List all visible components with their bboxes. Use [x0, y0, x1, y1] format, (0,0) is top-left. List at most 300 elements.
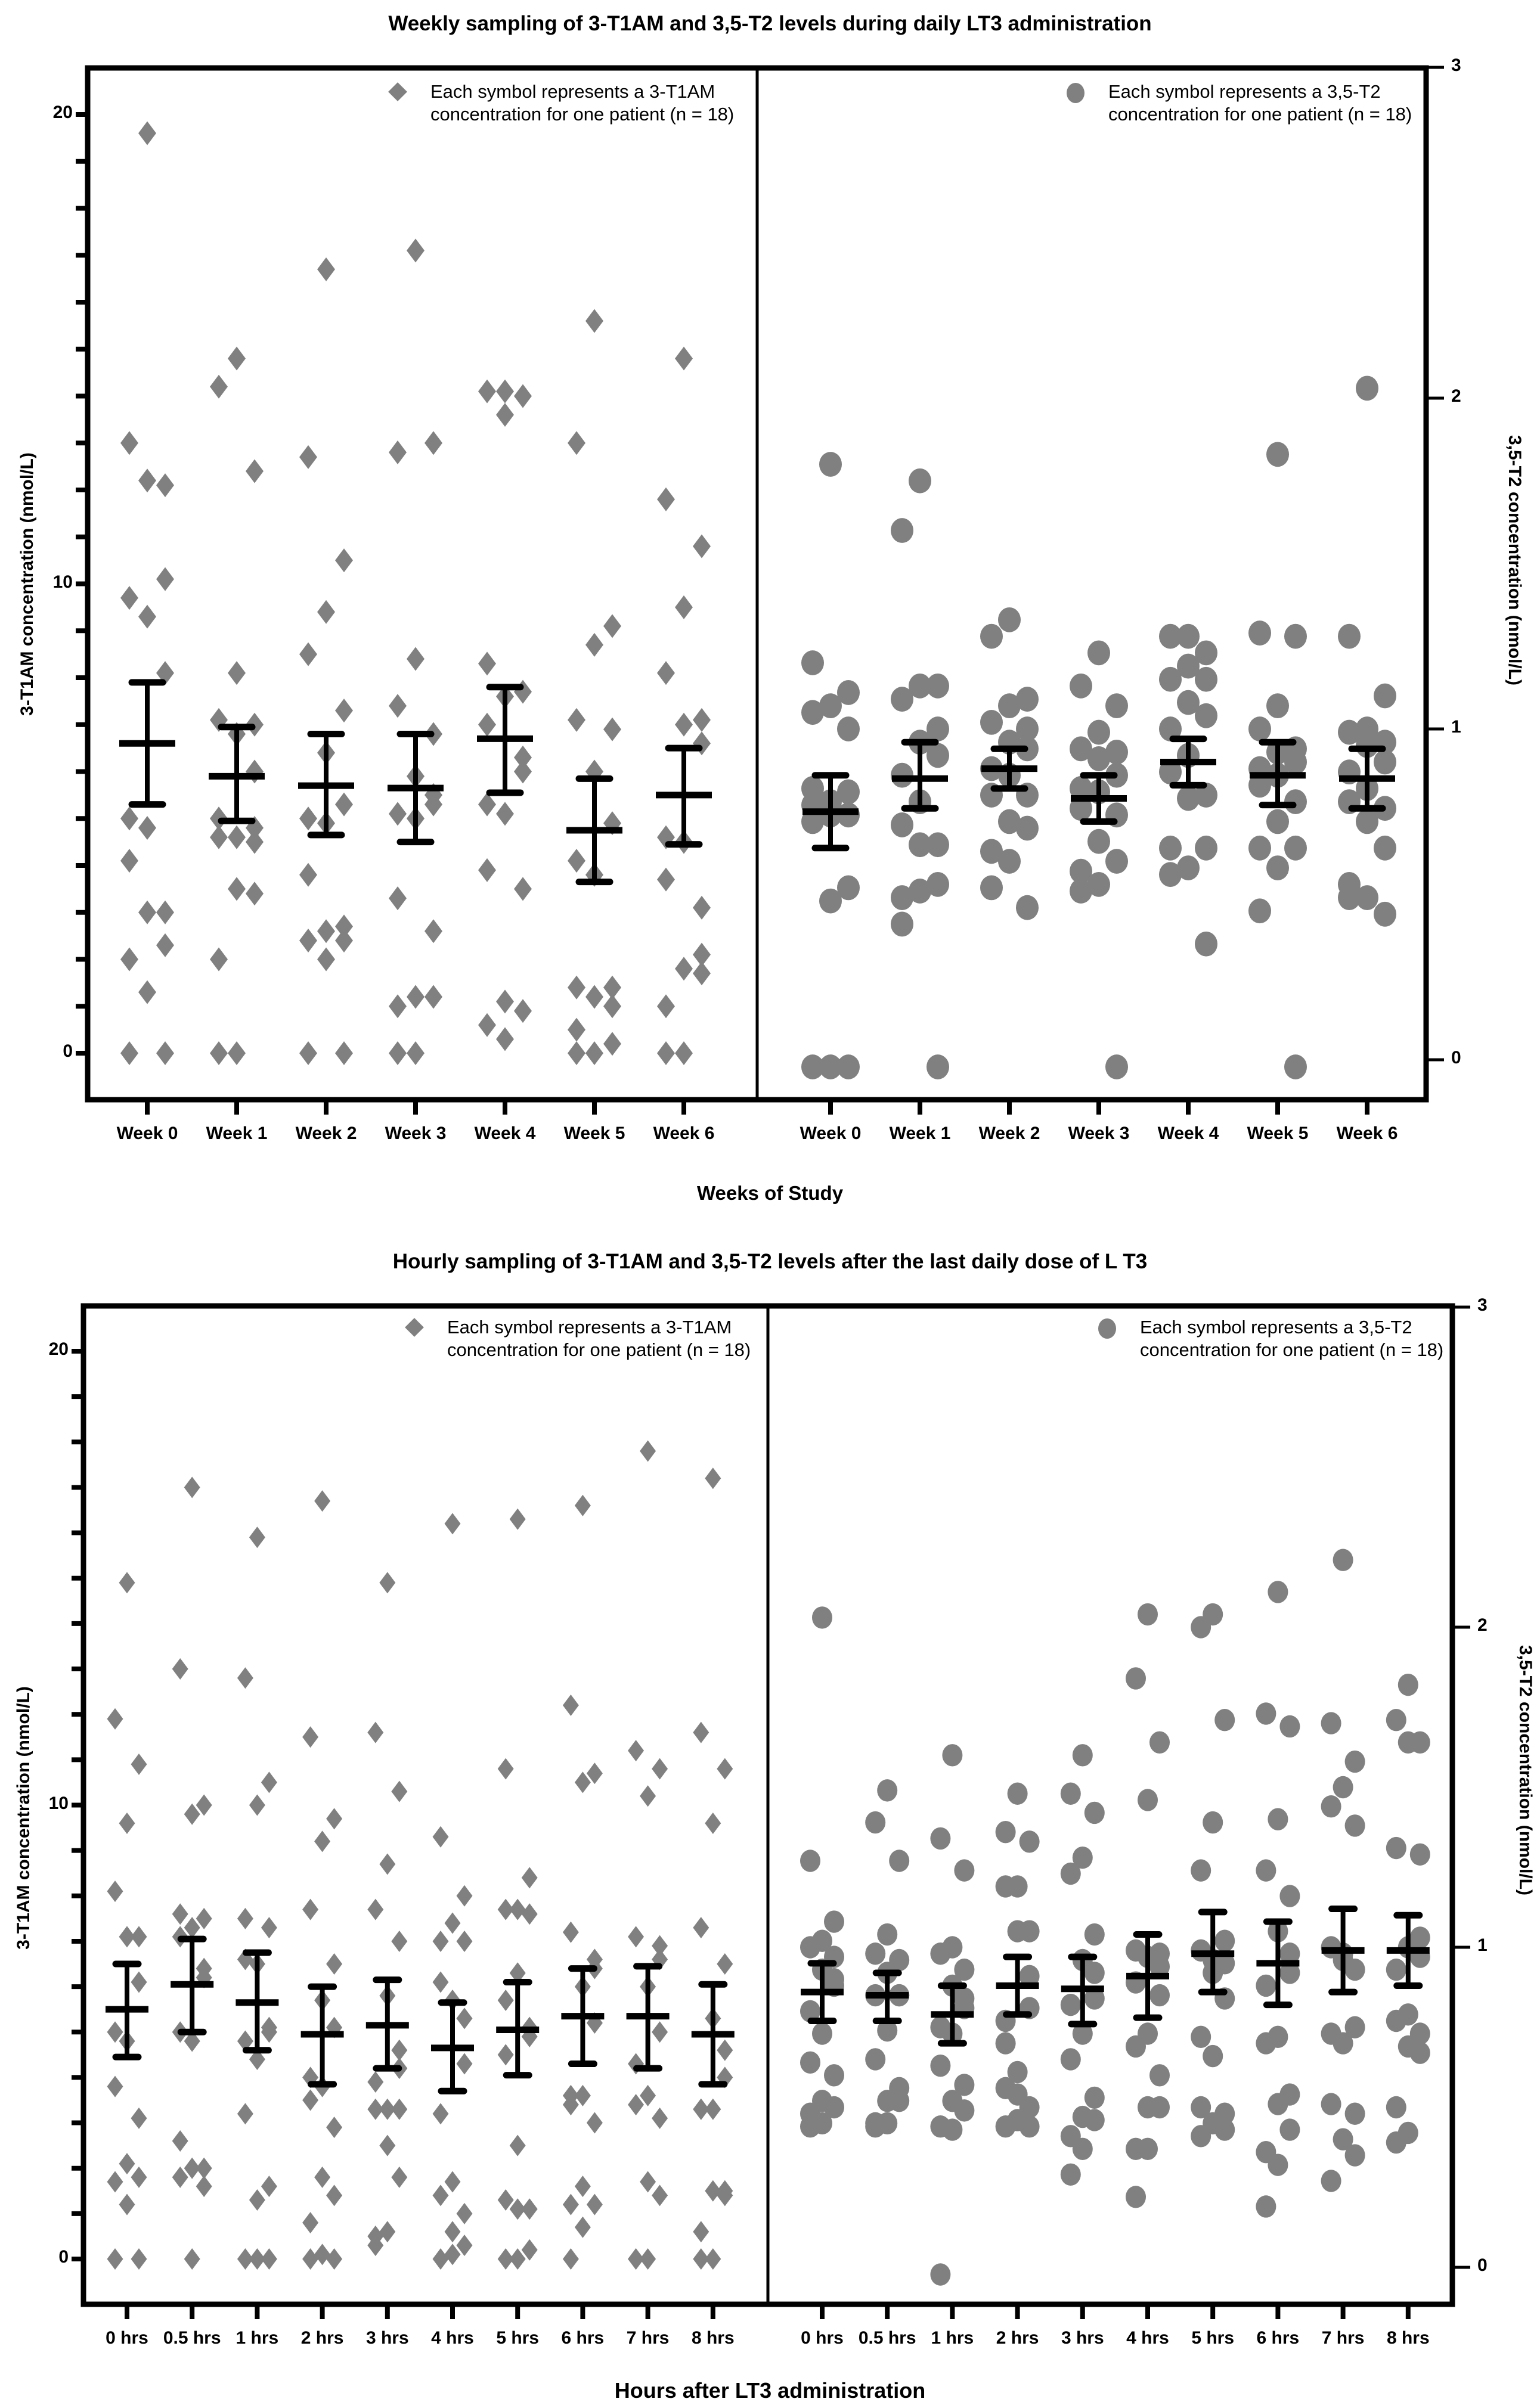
mean-error-bar — [1322, 1909, 1365, 1993]
circle-marker — [1398, 1674, 1418, 1696]
circle-marker — [1126, 1971, 1146, 1993]
x-tick-label-left: 5 hrs — [496, 2328, 540, 2348]
circle-marker — [1268, 2026, 1288, 2048]
diamond-marker — [367, 2226, 383, 2247]
circle-marker — [1374, 750, 1396, 775]
diamond-marker — [717, 2066, 733, 2088]
circle-marker — [800, 2115, 820, 2137]
circle-marker — [824, 1968, 844, 1990]
diamond-marker — [498, 1990, 514, 2011]
diamond-marker — [314, 1490, 330, 1512]
circle-marker — [1268, 1920, 1288, 1942]
mean-error-bar — [627, 1966, 670, 2068]
diamond-marker — [184, 1476, 200, 1498]
x-tick-label-left: 1 hrs — [236, 2328, 279, 2348]
circle-marker — [1020, 2096, 1040, 2118]
diamond-marker — [317, 600, 335, 624]
circle-marker — [1105, 693, 1128, 718]
left-y-tick-label: 10 — [52, 572, 73, 592]
circle-marker — [1203, 1603, 1223, 1625]
circle-marker — [1386, 2096, 1406, 2118]
diamond-marker — [705, 1813, 721, 1834]
mean-error-bar — [996, 1957, 1039, 2015]
circle-marker — [1374, 684, 1396, 709]
diamond-marker — [693, 2221, 709, 2242]
circle-marker — [1138, 2022, 1158, 2044]
circle-marker — [824, 1910, 844, 1932]
diamond-marker — [628, 1740, 644, 1761]
diamond-marker — [302, 2066, 318, 2088]
diamond-marker — [237, 2103, 253, 2124]
diamond-marker — [522, 2198, 538, 2220]
diamond-marker — [657, 868, 675, 892]
diamond-marker — [522, 2239, 538, 2261]
diamond-marker — [496, 380, 514, 404]
diamond-marker — [693, 1917, 709, 1938]
legend-line-2: concentration for one patient (n = 18) — [447, 1339, 751, 1360]
x-tick-label-left: 7 hrs — [626, 2328, 670, 2348]
circle-marker — [1195, 932, 1217, 957]
circle-marker — [954, 2099, 974, 2121]
diamond-marker — [498, 1899, 514, 1920]
right-y-tick-label: 2 — [1451, 386, 1461, 406]
left-y-tick-label: 0 — [63, 1041, 73, 1061]
circle-marker — [801, 776, 824, 801]
circle-marker — [865, 1942, 885, 1965]
diamond-marker — [172, 1658, 188, 1680]
diamond-marker — [640, 1976, 656, 1997]
circle-marker — [1195, 703, 1217, 728]
diamond-marker — [302, 1899, 318, 1920]
circle-marker — [1020, 1965, 1040, 1987]
circle-marker — [1214, 1987, 1235, 2009]
diamond-marker — [107, 2171, 123, 2193]
circle-marker — [812, 1606, 832, 1628]
diamond-marker — [510, 2198, 526, 2220]
diamond-marker — [172, 2021, 188, 2043]
diamond-marker — [587, 1948, 603, 1970]
diamond-marker — [575, 1771, 591, 1793]
circle-marker — [824, 1975, 844, 1997]
diamond-marker — [119, 2153, 135, 2174]
circle-marker — [800, 2103, 820, 2125]
diamond-marker — [120, 948, 138, 972]
x-tick-label-left: Week 0 — [116, 1124, 178, 1143]
circle-marker — [1386, 2131, 1406, 2153]
mean-error-bar — [1387, 1915, 1430, 1985]
right-y-tick-label: 2 — [1477, 1615, 1488, 1635]
circle-marker — [1398, 1731, 1418, 1754]
diamond-marker — [693, 2099, 709, 2120]
right-y-tick-label: 1 — [1477, 1935, 1488, 1955]
diamond-marker — [424, 985, 442, 1009]
circle-marker — [1105, 849, 1128, 874]
circle-marker — [1398, 1936, 1418, 1958]
diamond-marker — [603, 994, 621, 1018]
circle-marker — [980, 624, 1003, 649]
circle-marker — [1126, 1667, 1146, 1689]
x-tick-label-left: 0.5 hrs — [163, 2328, 221, 2348]
circle-marker — [1105, 1054, 1128, 1079]
circle-marker — [996, 2010, 1016, 2032]
circle-marker — [1398, 2003, 1418, 2025]
diamond-marker — [314, 1990, 330, 2011]
weekly-x-axis-title: Weeks of Study — [696, 1182, 844, 1204]
circle-marker — [1268, 1808, 1288, 1830]
diamond-marker — [445, 2243, 461, 2265]
mean-error-bar — [301, 1987, 344, 2084]
weekly-legend-35t2 — [1108, 80, 1412, 126]
x-tick-label-left: Week 4 — [474, 1124, 536, 1143]
x-tick-label-left: 4 hrs — [431, 2328, 474, 2348]
diamond-marker — [138, 980, 156, 1004]
circle-marker — [1203, 1811, 1223, 1833]
circle-marker — [1191, 1940, 1211, 1962]
circle-marker — [889, 2077, 909, 2099]
diamond-marker — [379, 2221, 395, 2242]
circle-marker — [837, 780, 860, 805]
circle-marker — [1008, 2061, 1028, 2083]
diamond-marker — [379, 1572, 395, 1593]
circle-marker — [819, 1054, 842, 1079]
circle-marker — [1084, 2087, 1105, 2109]
mean-error-bar — [866, 1973, 909, 2021]
diamond-marker — [210, 948, 228, 972]
circle-marker — [819, 889, 842, 914]
circle-marker — [1195, 667, 1217, 692]
diamond-marker — [603, 614, 621, 638]
diamond-marker — [496, 802, 514, 826]
diamond-marker — [389, 886, 407, 910]
diamond-marker — [445, 2171, 461, 2193]
diamond-marker — [317, 948, 335, 972]
diamond-marker — [138, 468, 156, 492]
circle-marker — [865, 1811, 885, 1833]
circle-marker — [801, 700, 824, 725]
diamond-marker — [138, 122, 156, 145]
diamond-marker — [628, 2248, 644, 2270]
diamond-marker — [457, 2203, 473, 2224]
circle-marker — [1126, 2138, 1146, 2160]
circle-marker — [927, 1054, 949, 1079]
circle-marker — [824, 2096, 844, 2118]
circle-marker — [996, 2115, 1016, 2137]
diamond-marker — [131, 1926, 147, 1947]
diamond-marker — [299, 445, 317, 469]
x-tick-label-right: 0 hrs — [801, 2328, 844, 2348]
circle-marker — [800, 1936, 820, 1958]
diamond-marker — [367, 2235, 383, 2256]
circle-marker — [1284, 789, 1307, 814]
legend-line-1: Each symbol represents a 3,5-T2 — [1140, 1317, 1412, 1338]
left-y-tick-label: 10 — [48, 1793, 69, 1813]
legend-line-1: Each symbol represents a 3-T1AM — [430, 81, 715, 102]
circle-marker — [1398, 2122, 1418, 2144]
circle-marker — [1410, 2022, 1430, 2044]
mean-error-bar — [1126, 1935, 1169, 2018]
circle-marker — [1214, 1952, 1235, 1974]
circle-marker — [1345, 1814, 1365, 1836]
circle-marker — [1084, 1962, 1105, 1984]
diamond-marker — [107, 1881, 123, 1902]
legend-line-1: Each symbol represents a 3,5-T2 — [1108, 81, 1381, 102]
diamond-marker — [568, 708, 585, 732]
circle-marker — [1203, 1949, 1223, 1971]
left-y-tick-label: 20 — [52, 103, 73, 122]
circle-marker — [1177, 786, 1200, 811]
circle-marker — [1191, 1859, 1211, 1881]
diamond-marker — [138, 901, 156, 924]
circle-marker — [1008, 1920, 1028, 1942]
mean-error-bar — [1191, 1912, 1234, 1992]
circle-marker — [909, 832, 931, 857]
legend-line-1: Each symbol represents a 3-T1AM — [447, 1317, 732, 1338]
circle-marker — [1345, 1959, 1365, 1981]
diamond-marker — [184, 1917, 200, 1938]
circle-marker — [942, 1975, 962, 1997]
diamond-marker — [457, 2235, 473, 2256]
x-tick-label-right: 7 hrs — [1321, 2328, 1365, 2348]
circle-marker — [1374, 836, 1396, 861]
circle-marker — [1333, 2128, 1353, 2151]
diamond-marker — [407, 985, 424, 1009]
circle-marker — [1410, 2042, 1430, 2064]
diamond-marker — [445, 1513, 461, 1534]
circle-marker — [1279, 1885, 1300, 1907]
diamond-marker — [302, 1726, 318, 1748]
diamond-marker — [510, 2135, 526, 2156]
circle-marker — [927, 743, 949, 768]
diamond-marker — [391, 2167, 407, 2188]
diamond-marker — [563, 2194, 579, 2215]
x-tick-label-left: Week 5 — [563, 1124, 625, 1143]
circle-marker — [1084, 1987, 1105, 2009]
diamond-marker — [424, 431, 442, 455]
circle-marker — [837, 716, 860, 741]
diamond-marker — [246, 460, 264, 483]
diamond-marker — [693, 896, 711, 920]
circle-marker — [865, 2048, 885, 2070]
circle-marker — [1410, 1731, 1430, 1754]
diamond-marker — [587, 1958, 603, 1979]
circle-marker — [1073, 1847, 1093, 1869]
diamond-marker — [261, 2176, 277, 2197]
x-tick-label-left: Week 3 — [385, 1124, 447, 1143]
circle-marker — [998, 849, 1021, 874]
diamond-marker — [299, 643, 317, 666]
circle-marker — [1214, 2103, 1235, 2125]
circle-marker — [1266, 809, 1289, 834]
diamond-marker — [705, 2099, 721, 2120]
diamond-marker — [210, 375, 228, 399]
circle-marker — [891, 763, 913, 788]
circle-marker — [1087, 640, 1110, 665]
diamond-marker — [138, 816, 156, 840]
diamond-marker — [510, 1962, 526, 1984]
diamond-marker — [120, 586, 138, 610]
diamond-marker — [131, 2108, 147, 2129]
mean-error-bar — [106, 1964, 148, 2057]
circle-marker — [930, 2263, 950, 2285]
diamond-marker — [302, 2248, 318, 2270]
diamond-marker — [120, 1041, 138, 1065]
diamond-marker — [184, 1804, 200, 1825]
diamond-marker — [693, 708, 711, 732]
circle-marker — [980, 710, 1003, 735]
diamond-marker — [628, 2053, 644, 2075]
diamond-marker — [693, 943, 711, 967]
circle-marker — [1268, 1581, 1288, 1603]
diamond-marker — [445, 1912, 461, 1934]
diamond-marker — [717, 1953, 733, 1975]
circle-marker — [1087, 829, 1110, 854]
circle-marker — [1008, 1783, 1028, 1805]
diamond-marker — [107, 2248, 123, 2270]
circle-marker — [1266, 855, 1289, 880]
circle-marker — [1191, 2125, 1211, 2147]
circle-marker — [1149, 2064, 1170, 2086]
x-tick-label-right: Week 4 — [1157, 1124, 1219, 1143]
diamond-marker — [568, 431, 585, 455]
diamond-marker — [196, 2158, 212, 2179]
legend-line-2: concentration for one patient (n = 18) — [1140, 1339, 1444, 1360]
diamond-marker — [522, 2017, 538, 2038]
diamond-marker — [379, 2099, 395, 2120]
x-tick-label-left: 6 hrs — [561, 2328, 605, 2348]
circle-marker — [889, 1949, 909, 1971]
diamond-marker — [120, 849, 138, 873]
diamond-marker — [675, 595, 693, 619]
circle-marker — [1410, 1945, 1430, 1968]
circle-marker — [1195, 836, 1217, 861]
circle-marker — [930, 2055, 950, 2077]
diamond-marker — [514, 999, 532, 1023]
circle-marker — [1191, 2096, 1211, 2118]
diamond-marker — [603, 1032, 621, 1056]
circle-marker — [1203, 1962, 1223, 1984]
diamond-marker — [498, 2189, 514, 2211]
circle-marker — [954, 1859, 974, 1881]
circle-marker — [1338, 885, 1361, 910]
circle-marker — [1321, 1936, 1341, 1958]
x-tick-label-right: Week 1 — [889, 1124, 951, 1143]
diamond-marker — [131, 1971, 147, 1993]
mean-error-bar — [119, 682, 175, 805]
diamond-marker — [675, 1041, 693, 1065]
circle-marker — [1256, 1702, 1276, 1724]
circle-marker — [1321, 1795, 1341, 1817]
diamond-marker — [335, 548, 353, 572]
diamond-marker — [184, 2248, 200, 2270]
circle-marker — [877, 2090, 897, 2112]
diamond-marker — [575, 1495, 591, 1516]
circle-marker — [1203, 2045, 1223, 2067]
diamond-marker — [717, 2184, 733, 2206]
mean-error-bar — [1256, 1922, 1299, 2005]
circle-marker — [812, 2022, 832, 2044]
diamond-marker — [514, 760, 532, 784]
x-tick-label-right: 3 hrs — [1061, 2328, 1104, 2348]
diamond-marker — [424, 919, 442, 943]
diamond-marker — [314, 2076, 330, 2097]
diamond-marker — [563, 2248, 579, 2270]
circle-marker — [1016, 816, 1039, 841]
diamond-marker — [587, 1762, 603, 1784]
diamond-marker — [314, 2167, 330, 2188]
diamond-marker — [172, 1926, 188, 1947]
diamond-marker — [652, 2184, 668, 2206]
circle-marker — [1073, 1744, 1093, 1766]
circle-marker — [889, 1984, 909, 2006]
circle-marker — [1087, 746, 1110, 771]
circle-marker — [1061, 1994, 1081, 2016]
diamond-marker — [196, 1967, 212, 1988]
diamond-marker — [457, 2053, 473, 2075]
diamond-marker — [246, 760, 264, 784]
circle-marker — [1386, 1837, 1406, 1859]
diamond-marker — [120, 806, 138, 830]
weekly-left-y-axis-title: 3-T1AM concentration (nmol/L) — [17, 452, 37, 716]
hourly-right-y-axis-title: 3,5-T2 concentration (nmol/L) — [1516, 1644, 1535, 1896]
circle-marker — [1279, 1962, 1300, 1984]
diamond-marker — [568, 849, 585, 873]
diamond-marker — [389, 1041, 407, 1065]
circle-marker — [996, 1821, 1016, 1843]
diamond-marker — [249, 1526, 265, 1548]
circle-marker — [1073, 2106, 1093, 2128]
diamond-marker — [563, 2085, 579, 2106]
diamond-marker — [228, 877, 246, 901]
circle-marker — [1356, 809, 1378, 834]
circle-marker — [942, 2022, 962, 2044]
mean-error-bar — [366, 1980, 409, 2068]
circle-marker — [998, 693, 1021, 718]
circle-marker — [1020, 1997, 1040, 2019]
circle-marker — [800, 1850, 820, 1872]
circle-marker — [801, 650, 824, 675]
diamond-marker — [675, 957, 693, 980]
mean-error-bar — [801, 1963, 844, 2021]
diamond-marker — [498, 2044, 514, 2065]
diamond-marker — [407, 1041, 424, 1065]
x-tick-label-right: Week 0 — [800, 1124, 862, 1143]
legend-line-2: concentration for one patient (n = 18) — [430, 104, 735, 125]
circle-marker — [1070, 879, 1092, 904]
diamond-marker — [131, 2167, 147, 2188]
diamond-marker — [510, 1509, 526, 1530]
diamond-marker — [652, 1758, 668, 1780]
circle-marker — [1214, 2118, 1235, 2140]
diamond-marker — [568, 1041, 585, 1065]
circle-marker — [1073, 1949, 1093, 1971]
circle-marker — [865, 2112, 885, 2134]
diamond-marker — [498, 1758, 514, 1780]
diamond-marker — [652, 2021, 668, 2043]
diamond-marker — [326, 2184, 342, 2206]
x-tick-label-right: 2 hrs — [996, 2328, 1039, 2348]
diamond-marker — [433, 2103, 449, 2124]
diamond-marker — [433, 1931, 449, 1952]
diamond-marker — [131, 2248, 147, 2270]
circle-marker — [812, 1930, 832, 1952]
diamond-marker — [391, 2099, 407, 2120]
diamond-marker — [156, 473, 174, 497]
circle-marker — [1386, 1959, 1406, 1981]
circle-marker — [865, 2115, 885, 2137]
circle-marker — [1386, 2010, 1406, 2032]
diamond-marker — [705, 2007, 721, 2029]
circle-marker — [1279, 1715, 1300, 1737]
